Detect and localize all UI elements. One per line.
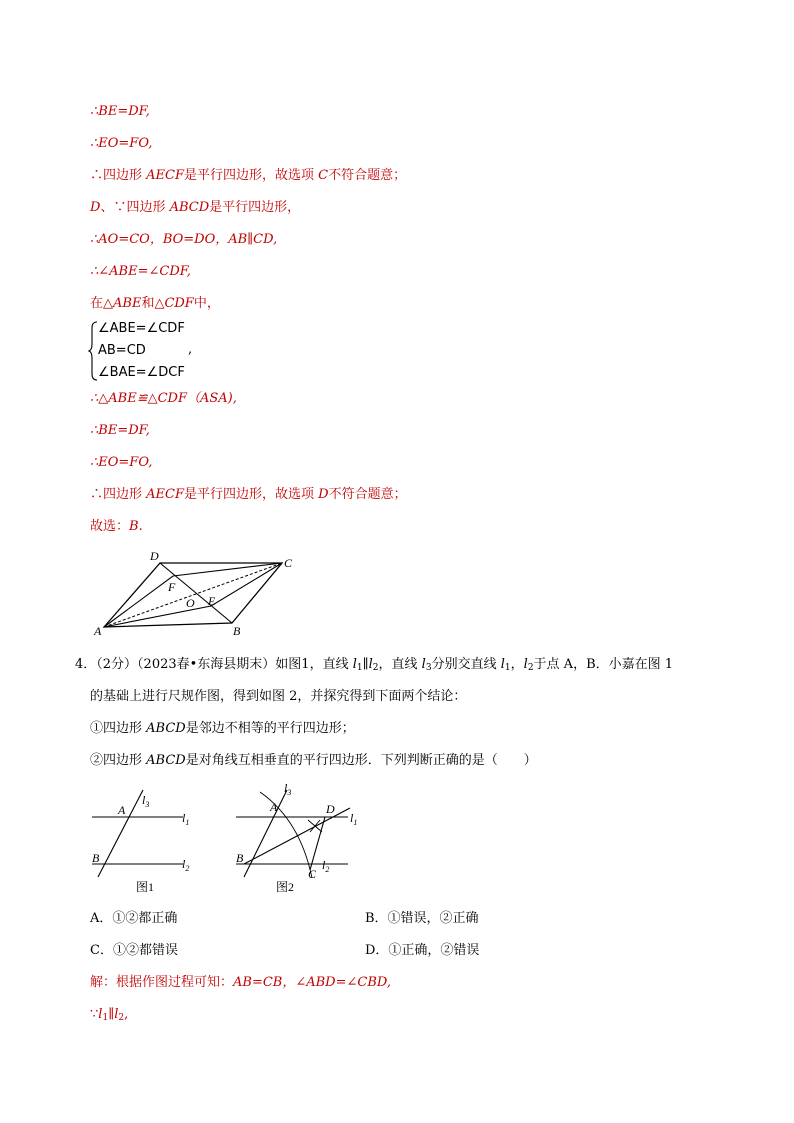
point-d-label: D bbox=[326, 802, 335, 816]
point-f-label: F bbox=[168, 580, 176, 594]
proof-line-in-triangles: 在△ABE和△CDF中， bbox=[90, 296, 220, 311]
proof-line-aecf-c: ∴四边形 AECF是平行四边形，故选项 C不符合题意； bbox=[90, 168, 407, 183]
conclusion-1: ①四边形 ABCD是邻边不相等的平行四边形； bbox=[90, 721, 355, 736]
answer-line: 故选：B. bbox=[90, 519, 143, 534]
point-d-label: D bbox=[150, 549, 159, 563]
proof-line-be-df-2: ∴BE=DF, bbox=[90, 423, 150, 438]
point-a-label: A bbox=[118, 803, 126, 817]
l1-label: $l_1$ bbox=[182, 811, 190, 827]
l3-label: $l_3$ bbox=[142, 793, 150, 809]
l3-label: $l_3$ bbox=[284, 781, 292, 797]
point-b-label: B bbox=[233, 624, 241, 638]
equation-system bbox=[88, 320, 228, 382]
point-a-label: A bbox=[270, 800, 278, 814]
figure-2-caption: 图2 bbox=[276, 880, 295, 894]
proof-line-congruent: ∴△ABE≌△CDF（ASA), bbox=[90, 391, 237, 406]
conclusion-2: ②四边形 ABCD是对角线互相垂直的平行四边形．下列判断正确的是（ ） bbox=[90, 753, 537, 768]
figure-2 bbox=[230, 780, 370, 895]
solution-line-2: $\because l_1\parallel l_2$, bbox=[90, 1007, 129, 1023]
parallelogram-figure bbox=[88, 545, 308, 640]
proof-line-eo-fo: ∴EO=FO, bbox=[90, 136, 153, 151]
construction-cross bbox=[308, 820, 322, 832]
system-comma: , bbox=[188, 342, 193, 357]
proof-line-eo-fo-2: ∴EO=FO, bbox=[90, 455, 153, 470]
proof-line-ao-co: ∴AO=CO，BO=DO，AB∥CD, bbox=[90, 232, 278, 247]
point-a-label: A bbox=[94, 624, 102, 638]
question-4-stem: 4．（2分）（2023春•东海县期末）如图1，直线 $l_1\parallel l_2$，直线 $l_3$分别交直线 $l_1$，$l_2$于点 A，B．小嘉在图 1 bbox=[75, 657, 674, 673]
l2-label: $l_2$ bbox=[322, 858, 330, 874]
brace-icon bbox=[88, 320, 98, 382]
point-o-label: O bbox=[186, 596, 195, 610]
point-b-label: B bbox=[92, 851, 100, 865]
point-e-label: E bbox=[208, 594, 216, 608]
proof-line-aecf-d: ∴四边形 AECF是平行四边形，故选项 D不符合题意； bbox=[90, 487, 407, 502]
l1-label: $l_1$ bbox=[350, 811, 358, 827]
system-row-3: ∠BAE=∠DCF bbox=[98, 365, 185, 380]
proof-line-option-d: D、∵四边形 ABCD是平行四边形， bbox=[90, 200, 301, 215]
option-b: B．①错误，②正确 bbox=[365, 911, 479, 926]
point-b-label: B bbox=[236, 851, 244, 865]
option-c: C．①②都错误 bbox=[90, 943, 178, 958]
construction-arc bbox=[260, 792, 312, 878]
proof-line-be-df: ∴BE=DF, bbox=[90, 104, 150, 119]
system-row-2: AB=CD bbox=[98, 343, 146, 358]
point-c-label: C bbox=[284, 556, 293, 570]
figure-1 bbox=[88, 780, 208, 895]
figure-1-caption: 图1 bbox=[136, 880, 155, 894]
question-4-line-2: 的基础上进行尺规作图，得到如图 2，并探究得到下面两个结论： bbox=[90, 689, 467, 704]
proof-line-angle-abe: ∴∠ABE=∠CDF, bbox=[90, 264, 191, 279]
system-row-1: ∠ABE=∠CDF bbox=[98, 321, 185, 336]
l2-label: $l_2$ bbox=[182, 857, 190, 873]
solution-line-1: 解：根据作图过程可知：AB=CB，∠ABD=∠CBD, bbox=[90, 975, 391, 990]
line-bd bbox=[244, 808, 350, 864]
point-c-label: C bbox=[308, 867, 317, 881]
option-d: D．①正确，②错误 bbox=[365, 943, 480, 958]
option-a: A．①②都正确 bbox=[90, 911, 178, 926]
